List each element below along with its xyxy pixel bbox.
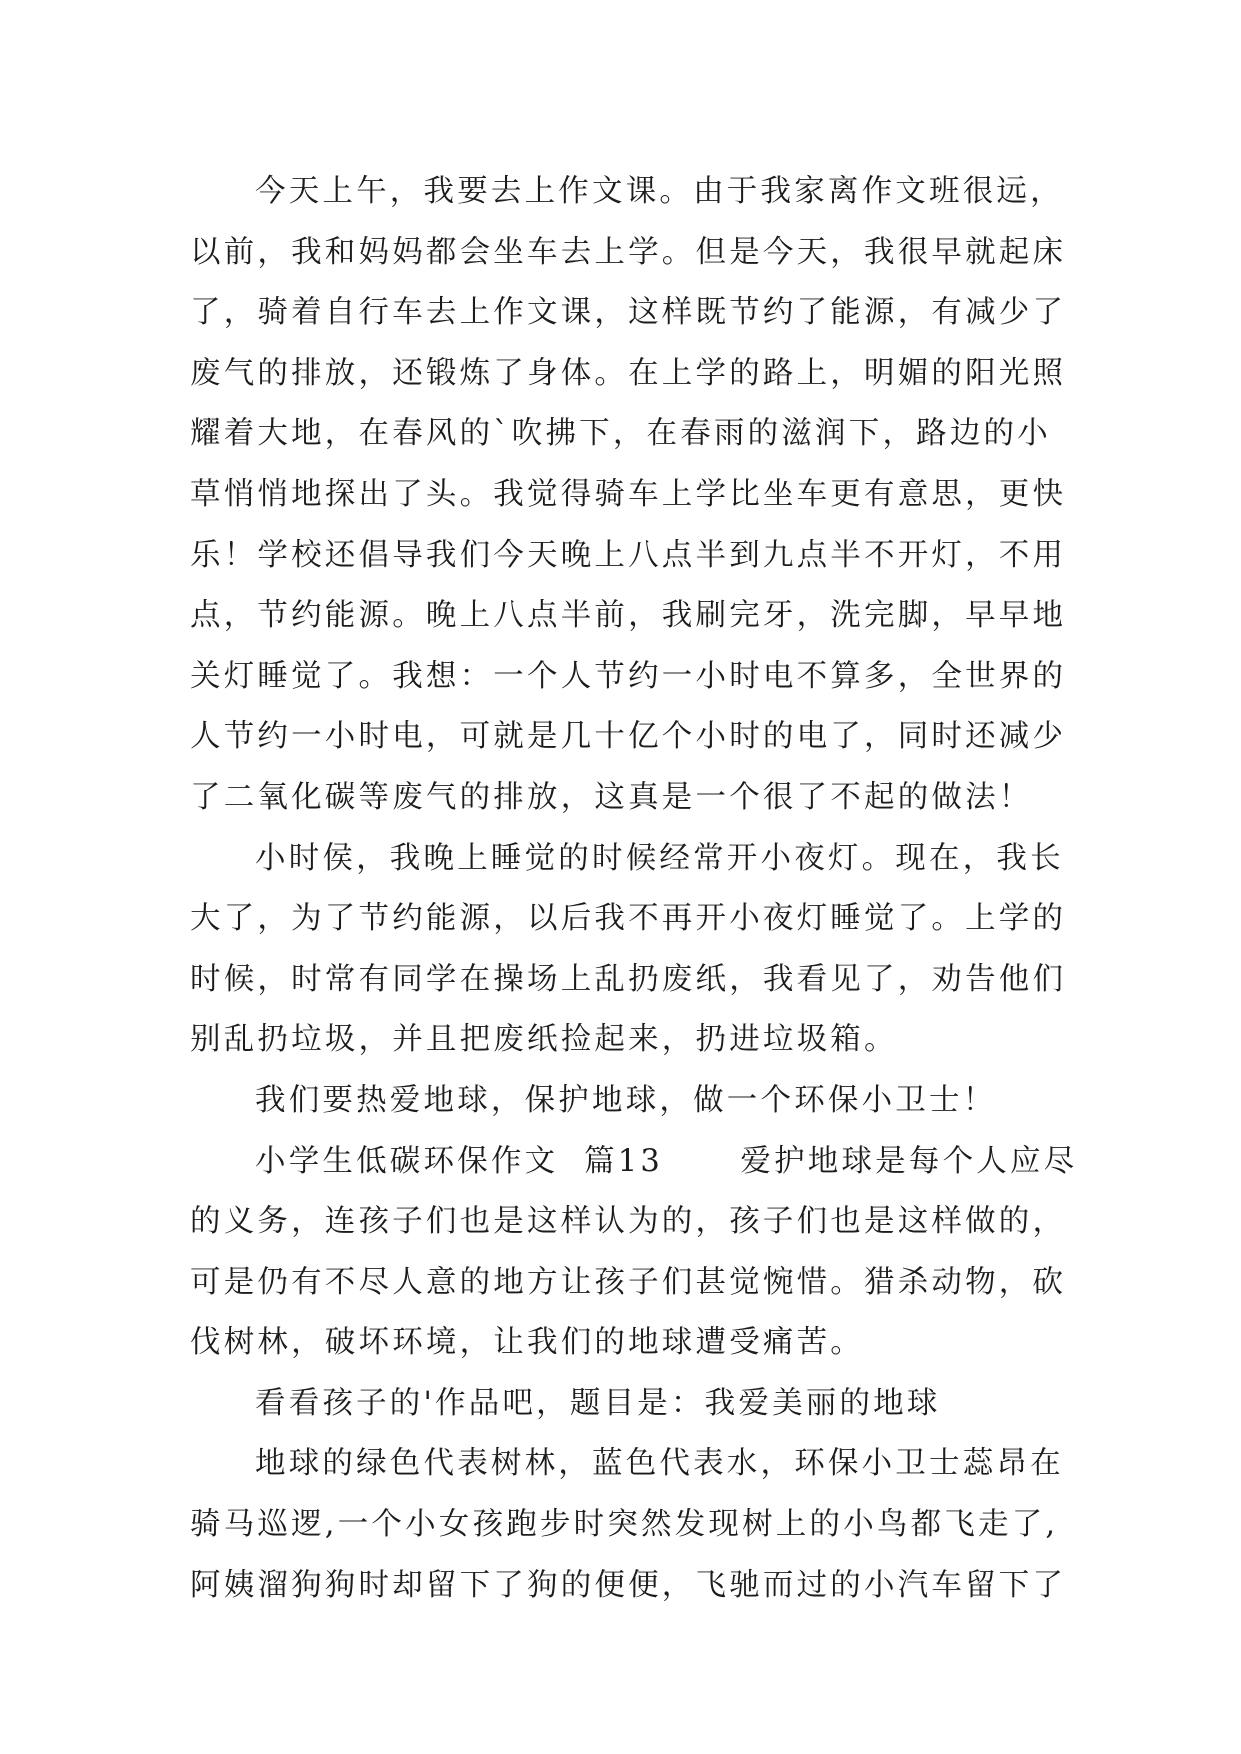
- text-line: 大了，为了节约能源，以后我不再开小夜灯睡觉了。上学的: [190, 901, 1067, 937]
- text-line: 草悄悄地探出了头。我觉得骑车上学比坐车更有意思，更快: [190, 476, 1067, 512]
- body-text: [190, 162, 1078, 1616]
- text-line: 别乱扔垃圾，并且把废纸捡起来，扔进垃圾箱。: [190, 1022, 898, 1058]
- text-line: 小学生低碳环保作文 篇13 爱护地球是每个人应尽: [255, 1143, 1078, 1179]
- text-line: 伐树林，破坏环境，让我们的地球遭受痛苦。: [190, 1325, 864, 1361]
- text-line: 的义务，连孩子们也是这样认为的，孩子们也是这样做的，: [190, 1204, 1067, 1240]
- text-line: 废气的排放，还锻炼了身体。在上学的路上，明媚的阳光照: [190, 355, 1067, 391]
- text-line: 以前，我和妈妈都会坐车去上学。但是今天，我很早就起床: [190, 234, 1067, 270]
- text-line: 骑马巡逻,一个小女孩跑步时突然发现树上的小鸟都飞走了,: [190, 1507, 1059, 1543]
- text-line: 乐！学校还倡导我们今天晚上八点半到九点半不开灯，不用: [190, 537, 1067, 573]
- text-line: 今天上午，我要去上作文课。由于我家离作文班很远，: [255, 174, 1064, 209]
- text-line: 点，节约能源。晚上八点半前，我刷完牙，洗完脚，早早地: [190, 598, 1067, 634]
- text-line: 地球的绿色代表树林，蓝色代表水，环保小卫士蕊昂在: [255, 1446, 1064, 1482]
- text-line: 了，骑着自行车去上作文课，这样既节约了能源，有减少了: [190, 295, 1067, 331]
- text-line: 人节约一小时电，可就是几十亿个小时的电了，同时还减少: [190, 719, 1067, 755]
- text-line: 耀着大地，在春风的`吹拂下，在春雨的滋润下，路边的小: [190, 416, 1051, 452]
- text-line: 小时侯，我晚上睡觉的时候经常开小夜灯。现在，我长: [255, 840, 1064, 876]
- text-line: 关灯睡觉了。我想：一个人节约一小时电不算多，全世界的: [190, 658, 1067, 694]
- text-line: 看看孩子的'作品吧，题目是：我爱美丽的地球: [255, 1385, 941, 1421]
- text-line: 可是仍有不尽人意的地方让孩子们甚觉惋惜。猎杀动物，砍: [190, 1264, 1067, 1300]
- text-line: 时候，时常有同学在操场上乱扔废纸，我看见了，劝告他们: [190, 961, 1067, 997]
- text-line: 了二氧化碳等废气的排放，这真是一个很了不起的做法！: [190, 779, 1033, 815]
- text-line: 阿姨溜狗狗时却留下了狗的便便，飞驰而过的小汽车留下了: [190, 1567, 1067, 1603]
- text-line: 我们要热爱地球，保护地球，做一个环保小卫士！: [255, 1082, 997, 1118]
